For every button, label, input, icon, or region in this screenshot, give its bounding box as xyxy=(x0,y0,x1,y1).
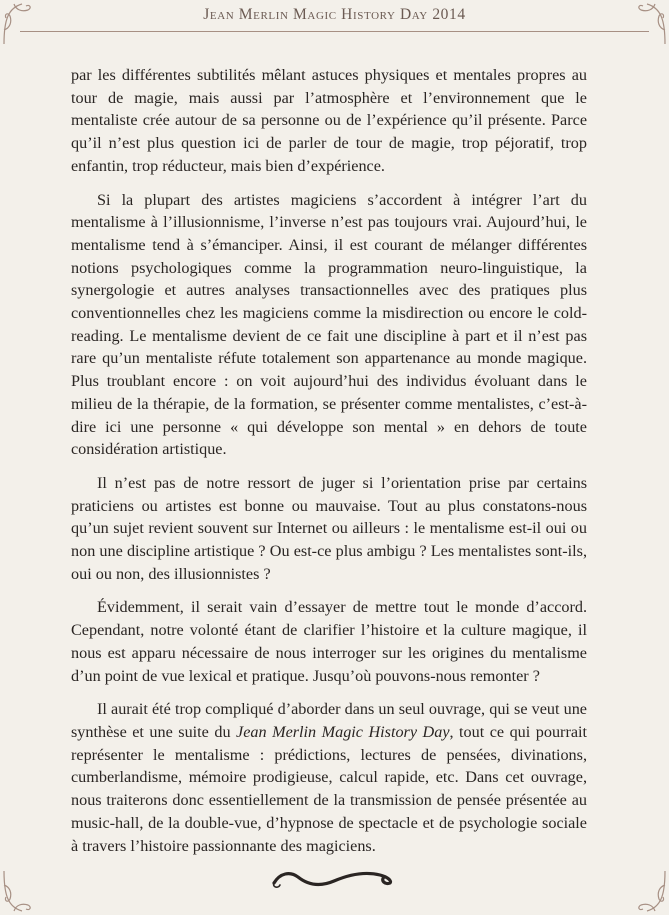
corner-ornament-icon xyxy=(621,0,669,48)
paragraph: Évidemment, il serait vain d’essayer de mettre tout le monde d’accord. Cependant, notre volonté étant de clarifier l’histoire et la culture magique, il nous est apparu nécessaire de nous interroger sur les origines du mentalisme d’un point de vue lexical et pratique. Jusqu’où pouvons-nous remonter ? xyxy=(71,598,587,685)
running-header: Jean Merlin Magic History Day 2014 xyxy=(203,6,466,23)
book-title: Jean Merlin Magic History Day xyxy=(236,722,450,741)
paragraph: par les différentes subtilités mêlant astuces physiques et mentales propres au tour de magie, mais aussi par l’atmosphère et l’environnement que le mentaliste crée autour de sa personne ou de l’expérience qu’il présente. Parce qu’il n’est plus question ici de parler de tour de magie, trop péjoratif, trop enfantin, trop réducteur, mais bien d’expérience. xyxy=(71,66,587,175)
header-rule xyxy=(20,31,649,32)
paragraph: Il n’est pas de notre ressort de juger si l’orientation prise par certains praticiens ou artistes est bonne ou mauvaise. Tout au plus constatons-nous qu’un sujet revient souvent sur Internet ou ailleurs : le mentalisme est-il oui ou non une discipline artistique ? Ou est-ce plus ambigu ? Les mentalistes sont-ils, oui ou non, des illusionnistes ? xyxy=(71,473,587,583)
flourish-icon xyxy=(268,865,398,891)
paragraph xyxy=(71,698,587,857)
body-text xyxy=(71,64,587,868)
corner-ornament-icon xyxy=(621,867,669,915)
corner-ornament-icon xyxy=(0,0,48,48)
corner-ornament-icon xyxy=(0,867,48,915)
paragraph-text: Il aurait été trop compliqué d’aborder dans un seul ouvrage, qui se veut une synthèse et une suite du xyxy=(71,700,587,741)
paragraph: Si la plupart des artistes magiciens s’accordent à intégrer l’art du mentalisme à l’illusionnisme, l’inverse n’est pas toujours vrai. Aujourd’hui, le mentalisme tend à s’émanciper. Ainsi, il est courant de mélanger différentes notions psychologiques comme la programmation neuro-linguistique, la synergologie et autres analyses transactionnelles avec des pratiques plus conventionnelles chez les magiciens comme la misdirection ou encore le cold-reading. Le mentalisme devient de ce fait une discipline à part et il n’est pas rare qu’un mentaliste réfute totalement son appartenance au monde magique. Plus troublant encore : on voit aujourd’hui des individus évoluant dans le milieu de la thérapie, de la formation, se présenter comme mentalistes, c’est-à-dire ici une personne « qui développe son mental » en dehors de toute considération artistique. xyxy=(71,190,587,459)
paragraph-text: , tout ce qui pourrait représenter le mentalisme : prédictions, lectures de pensées, divinations, cumberlandisme, mémoire prodigieuse, calcul rapide, etc. Dans cet ouvrage, nous traiterons donc essentiellement de la transmission de pensée présentée au music-hall, de la double-vue, d’hypnose de spectacle et de psychologie sociale à travers l’histoire passionnante des magiciens. xyxy=(71,722,588,855)
